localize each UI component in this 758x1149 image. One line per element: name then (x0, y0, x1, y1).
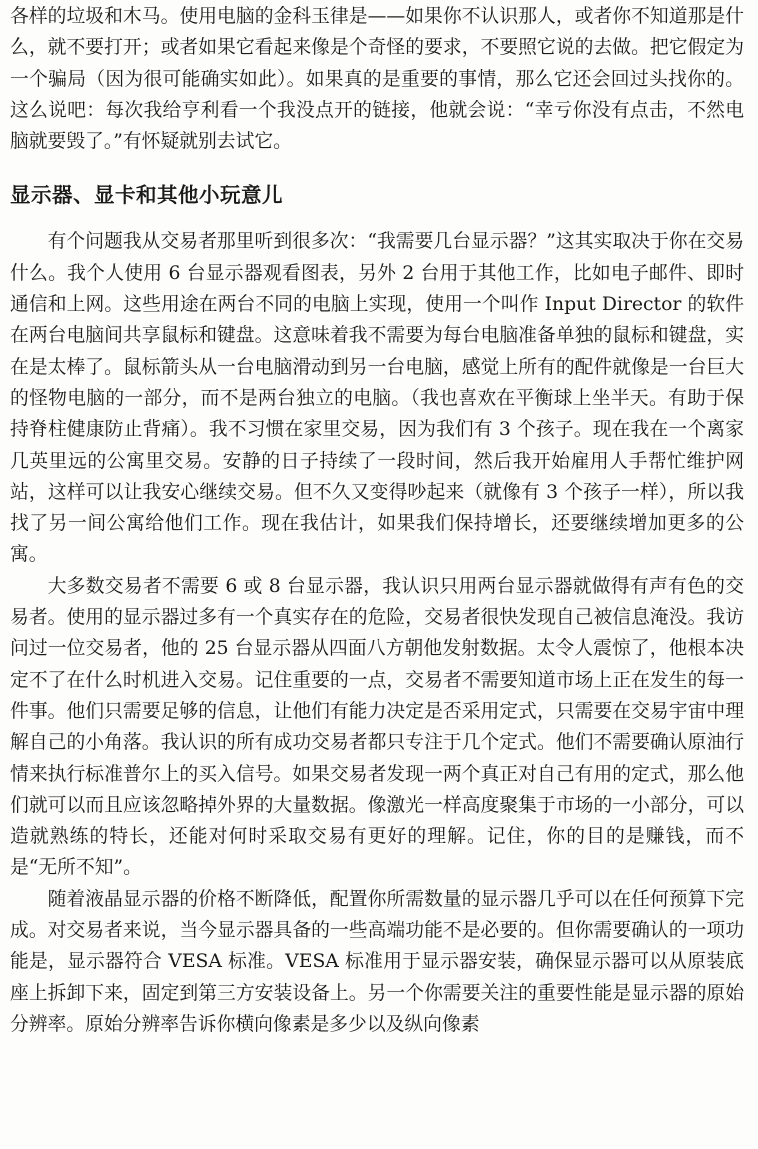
section-heading: 显示器、显卡和其他小玩意儿 (10, 183, 283, 208)
paragraph-continued: 各样的垃圾和木马。使用电脑的金科玉律是——如果你不认识那人，或者你不知道那是什么，就不要打开；或者如果它看起来像是个奇怪的要求，不要照它说的去做。把它假定为一个骗局（因为很可能确实如此）。如果真的是重要的事情，那么它还会回过头找你的。这么说吧：每次我给亨利看一个我没点开的链接，他就会说：“幸亏你没有点击，不然电脑就要毁了。”有怀疑就别去试它。 (10, 6, 744, 153)
paragraph-lcd-vesa: 随着液晶显示器的价格不断降低，配置你所需数量的显示器几乎可以在任何预算下完成。对交易者来说，当今显示器具备的一些高端功能不是必要的。但你需要确认的一项功能是，显示器符合 VESA 标准。VESA 标准用于显示器安装，确保显示器可以从原装底座上拆卸下来，固定到第三方安装设备上。另一个你需要关注的重要性能是显示器的原始分辨率。原始分辨率告诉你横向像素是多少以及纵向像素 (10, 888, 744, 1035)
paragraph-too-many-monitors: 大多数交易者不需要 6 或 8 台显示器，我认识只用两台显示器就做得有声有色的交易者。使用的显示器过多有一个真实存在的危险，交易者很快发现自己被信息淹没。我访问过一位交易者，他的 25 台显示器从四面八方朝他发射数据。太令人震惊了，他根本决定不了在什么时机进入交易。记住重要的一点，交易者不需要知道市场上正在发生的每一件事。他们只需要足够的信息，让他们有能力决定是否采用定式，只需要在交易宇宙中理解自己的小角落。我认识的所有成功交易者都只专注于几个定式。他们不需要确认原油行情来执行标准普尔上的买入信号。如果交易者发现一两个真正对自己有用的定式，那么他们就可以而且应该忽略掉外界的大量数据。像激光一样高度聚集于市场的一小部分，可以造就熟练的特长，还能对何时采取交易有更好的理解。记住，你的目的是赚钱，而不是“无所不知”。 (10, 575, 744, 879)
paragraph-monitors-count: 有个问题我从交易者那里听到很多次：“我需要几台显示器？”这其实取决于你在交易什么。我个人使用 6 台显示器观看图表，另外 2 台用于其他工作，比如电子邮件、即时通信和上网。这些用途在两台不同的电脑上实现，使用一个叫作 Input Director 的软件在两台电脑间共享鼠标和键盘。这意味着我不需要为每台电脑准备单独的鼠标和键盘，实在是太棒了。鼠标箭头从一台电脑滑动到另一台电脑，感觉上所有的配件就像是一台巨大的怪物电脑的一部分，而不是两台独立的电脑。（我也喜欢在平衡球上坐半天。有助于保持脊柱健康防止背痛）。我不习惯在家里交易，因为我们有 3 个孩子。现在我在一个离家几英里远的公寓里交易。安静的日子持续了一段时间，然后我开始雇用人手帮忙维护网站，这样可以让我安心继续交易。但不久又变得吵起来（就像有 3 个孩子一样），所以我找了另一间公寓给他们工作。现在我估计，如果我们保持增长，还要继续增加更多的公寓。 (10, 231, 744, 566)
